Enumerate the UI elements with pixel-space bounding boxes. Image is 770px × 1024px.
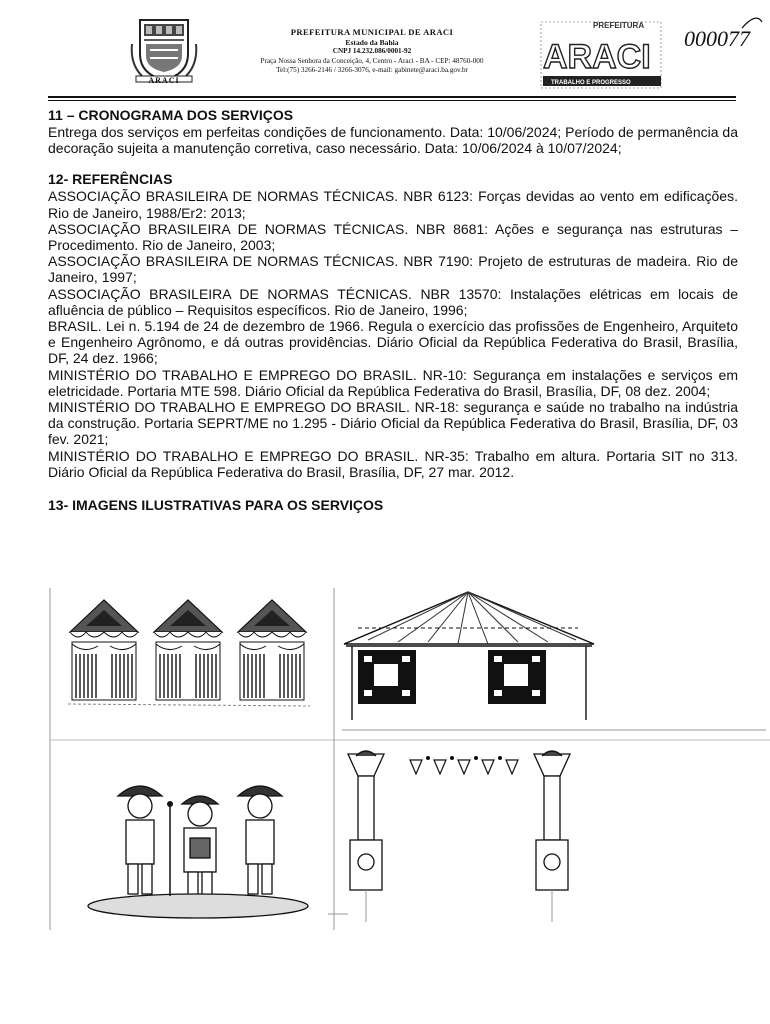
- letterhead-text: [196, 28, 548, 76]
- state-name: Estado da Bahia: [345, 37, 399, 47]
- reference-item: ASSOCIAÇÃO BRASILEIRA DE NORMAS TÉCNICAS. NBR 6123: Forças devidas ao vento em edificações. Rio de Janeiro, 1988/Er2: 2013;: [48, 188, 738, 221]
- header-rule-thin: [48, 100, 736, 101]
- reference-item: BRASIL. Lei n. 5.194 de 24 de dezembro de 1966. Regula o exercício das profissões de Engenheiro, Arquiteto e Engenheiro Agrônomo, e dá outras providências. Diário Oficial da República Federativa do Brasil, Brasília, DF, 24 dez. 1966;: [48, 318, 738, 367]
- reference-item: MINISTÉRIO DO TRABALHO E EMPREGO DO BRASIL. NR-18: segurança e saúde no trabalho na indústria da construção. Portaria SEPRT/ME no 1.295 - Diário Oficial da República Federativa do Brasil, Brasília, DF, 03 fev. 2021;: [48, 399, 738, 448]
- letterhead: [0, 0, 770, 100]
- crest-caption: ARACI: [148, 76, 180, 85]
- municipality-name: PREFEITURA MUNICIPAL DE ARACI: [290, 27, 454, 37]
- document-body: [48, 106, 738, 514]
- reference-item: MINISTÉRIO DO TRABALHO E EMPREGO DO BRASIL. NR-10: Segurança em instalações e serviços em eletricidade. Portaria MTE 598. Diário Oficial da República Federativa do Brasil, Brasília, DF, 08 dez. 2004;: [48, 366, 738, 399]
- musicians-illustration: [78, 776, 318, 926]
- contact: Tel:(75) 3266-2146 / 3266-3076, e-mail: gabinete@araci.ba.gov.br: [276, 66, 468, 75]
- logo-main-text: ARACI: [543, 38, 651, 76]
- prefeitura-logo: [535, 8, 685, 94]
- page-number-stamp: [682, 14, 768, 58]
- coat-of-arms-icon: [130, 14, 198, 84]
- reference-item: ASSOCIAÇÃO BRASILEIRA DE NORMAS TÉCNICAS. NBR 8681: Ações e segurança nas estruturas – Procedimento. Rio de Janeiro, 2003;: [48, 220, 738, 254]
- logo-top-text: PREFEITURA: [593, 21, 645, 30]
- section-12-title: 12- REFERÊNCIAS: [48, 171, 173, 188]
- page-number-text: 000077: [684, 26, 750, 51]
- logo-tagline-text: TRABALHO E PROGRESSO: [551, 80, 631, 86]
- tents-illustration: [64, 592, 314, 712]
- section-13-title: 13- IMAGENS ILUSTRATIVAS PARA OS SERVIÇOS: [48, 497, 384, 514]
- reference-item: MINISTÉRIO DO TRABALHO E EMPREGO DO BRASIL. NR-35: Trabalho em altura. Portaria SIT no 313. Diário Oficial da República Federativa do Brasil, Brasília, DF, 27 mar. 2012.: [48, 447, 738, 480]
- address: Praça Nossa Senhora da Conceição, 4, Centro - Araci - BA - CEP: 48760-000: [260, 56, 484, 65]
- decorated-tent-illustration: [338, 584, 770, 734]
- reference-item: ASSOCIAÇÃO BRASILEIRA DE NORMAS TÉCNICAS. NBR 13570: Instalações elétricas em locais de afluência de público – Requisitos específicos. Rio de Janeiro, 1996;: [48, 285, 738, 318]
- section-11-title: 11 – CRONOGRAMA DOS SERVIÇOS: [48, 107, 294, 123]
- illustrative-images: [48, 584, 770, 932]
- section-11-text: Entrega dos serviços em perfeitas condições de funcionamento. Data: 10/06/2024; Período de permanência da decoração sujeita a manutenção corretiva, caso necessário. Data: 10/06/2024 à 10/07/2024;: [48, 124, 738, 157]
- cnpj: CNPJ 14.232.086/0001-92: [332, 47, 412, 56]
- header-rule: [48, 96, 736, 98]
- pillars-bunting-illustration: [344, 746, 574, 926]
- reference-item: ASSOCIAÇÃO BRASILEIRA DE NORMAS TÉCNICAS. NBR 7190: Projeto de estruturas de madeira. Rio de Janeiro, 1997;: [48, 253, 738, 286]
